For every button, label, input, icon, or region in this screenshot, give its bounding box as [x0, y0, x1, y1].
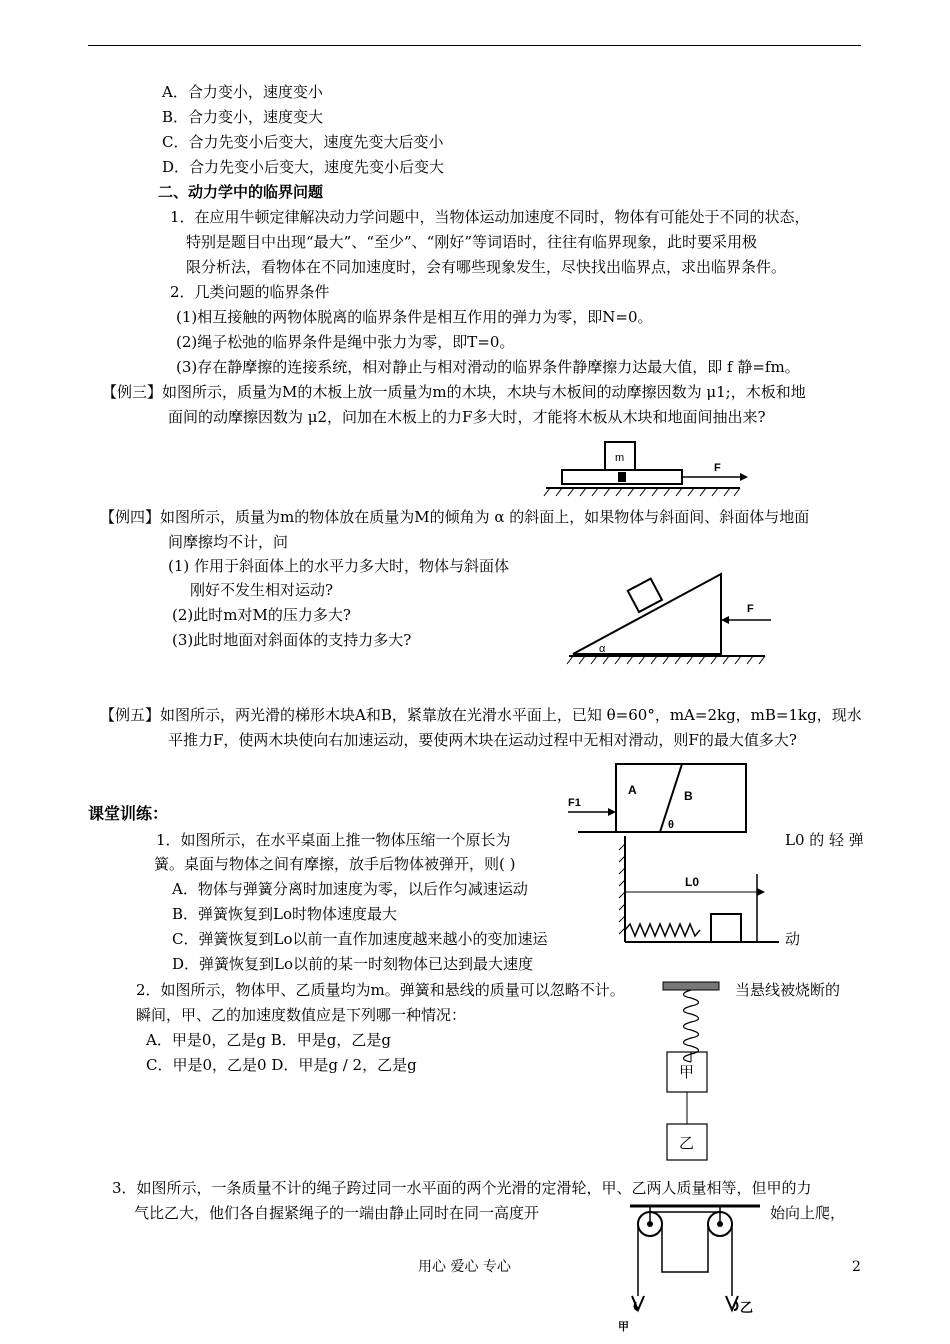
example-3-figure	[540, 438, 780, 498]
example-4-line-2: 间摩擦均不计，问	[168, 533, 289, 551]
label-yi: 乙	[740, 1301, 754, 1316]
condition-1: (1)相互接触的两物体脱离的临界条件是相互作用的弹力为零，即N=0。	[176, 308, 653, 326]
section-heading: 二、动力学中的临界问题	[158, 183, 324, 201]
label-theta: θ	[668, 819, 674, 831]
training-1-line-2: 簧。桌面与物体之间有摩擦，放手后物体被弹开，则( )	[154, 855, 516, 873]
prev-option-a: A．合力变小，速度变小	[162, 83, 323, 101]
training-3-line-2a: 气比乙大，他们各自握紧绳子的一端由静止同时在同一高度开	[134, 1204, 540, 1222]
para-1-line-3: 限分析法，看物体在不同加速度时，会有哪些现象发生，尽快找出临界点，求出临界条件。	[186, 258, 787, 276]
training-1-line-1a: 1．如图所示，在水平桌面上推一物体压缩一个原长为	[156, 831, 511, 849]
label-L0: L0	[685, 875, 700, 889]
training-3-line-2b: 始向上爬，	[770, 1204, 846, 1222]
label-jia: 甲	[618, 1320, 629, 1333]
training-1-option-d: D．弹簧恢复到Lo以前的某一时刻物体已达到最大速度	[172, 955, 534, 973]
example-3-line-1: 【例三】如图所示，质量为M的木板上放一质量为m的木块，木块与木板间的动摩擦因数为 μ1;，木板和地	[102, 383, 806, 401]
prev-option-c: C．合力先变小后变大，速度先变大后变小	[162, 133, 444, 151]
label-B: B	[684, 789, 693, 803]
label-jia: 甲	[679, 1063, 695, 1081]
force-arrowhead	[608, 808, 616, 816]
prev-option-b: B．合力变小，速度变大	[162, 108, 324, 126]
ceiling	[663, 982, 719, 990]
force-arrowhead	[721, 616, 729, 624]
example-5-line-2: 平推力F，使两木块使向右加速运动，要使两木块在运动过程中无相对滑动，则F的最大值多大?	[168, 731, 797, 749]
label-F: F	[714, 462, 721, 474]
para-1-line-2: 特别是题目中出现“最大”、“至少”、“刚好”等词语时，往往有临界现象，此时要采用极	[186, 233, 758, 251]
header-rule	[88, 45, 861, 46]
example-3-line-2: 面间的动摩擦因数为 μ2，问加在木板上的力F多大时，才能将木板从木块和地面间抽出来?	[168, 408, 766, 426]
label-A: A	[628, 783, 637, 797]
label-yi: 乙	[679, 1134, 695, 1152]
training-3-line-1: 3．如图所示，一条质量不计的绳子跨过同一水平面的两个光滑的定滑轮，甲、乙两人质量相等，但甲的力	[112, 1179, 812, 1197]
page-number: 2	[852, 1259, 861, 1275]
spring	[625, 924, 700, 936]
person-yi	[726, 1296, 738, 1310]
para-1-line-1: 1．在应用牛顿定律解决动力学问题中，当物体运动加速度不同时，物体有可能处于不同的状态，	[170, 208, 810, 226]
example-4-q1a: (1) 作用于斜面体上的水平力多大时，物体与斜面体	[168, 557, 510, 575]
block-on-incline	[628, 579, 662, 612]
example-4-q3: (3)此时地面对斜面体的支持力多大?	[172, 631, 412, 649]
training-2-options-cd: C．甲是0，乙是0 D．甲是g / 2，乙是g	[146, 1056, 417, 1074]
training-2-options-ab: A．甲是0，乙是g B．甲是g，乙是g	[146, 1031, 391, 1049]
length-arrowhead	[757, 888, 765, 896]
condition-3: (3)存在静摩擦的连接系统，相对静止与相对滑动的临界条件静摩擦力达最大值，即 f 静=fm。	[176, 358, 800, 376]
prev-option-d: D．合力先变小后变大，速度先变小后变大	[162, 158, 445, 176]
force-arrowhead	[740, 473, 748, 481]
ground-hatch	[567, 656, 765, 664]
training-1-option-b: B．弹簧恢复到Lo时物体速度最大	[172, 905, 398, 923]
board-mark	[618, 472, 626, 482]
training-2-line-2: 瞬间，甲、乙的加速度数值应是下列哪一种情况：	[136, 1006, 467, 1024]
training-1-option-a: A．物体与弹簧分离时加速度为零，以后作匀减速运动	[172, 880, 528, 898]
example-4-q1b: 刚好不发生相对运动?	[190, 581, 334, 599]
training-2-line-1b: 当悬线被烧断的	[735, 981, 841, 999]
ground-hatch	[544, 488, 740, 496]
label-alpha: α	[599, 643, 606, 655]
training-1-figure	[575, 830, 785, 950]
training-2-line-1a: 2．如图所示，物体甲、乙质量均为m。弹簧和悬线的质量可以忽略不计。	[136, 981, 625, 999]
training-1-option-c: C．弹簧恢复到Lo以前一直作加速度越来越小的变加速运	[172, 930, 548, 948]
training-2-figure	[655, 978, 730, 1166]
condition-2: (2)绳子松弛的临界条件是绳中张力为零，即T=0。	[176, 333, 515, 351]
example-5-figure	[560, 760, 790, 840]
training-3-figure	[610, 1196, 770, 1336]
incline	[573, 574, 721, 654]
example-4-line-1: 【例四】如图所示，质量为m的物体放在质量为M的倾角为 α 的斜面上，如果物体与斜面间、斜面体与地面	[100, 508, 810, 526]
para-2: 2．几类问题的临界条件	[170, 283, 330, 301]
label-m: m	[615, 452, 625, 464]
training-1-option-c-end: 动	[785, 930, 801, 948]
label-F: F	[747, 603, 754, 615]
footer-slogan: 用心 爱心 专心	[418, 1259, 511, 1275]
spring	[684, 990, 699, 1062]
training-1-line-1b: L0 的 轻 弹	[785, 831, 864, 849]
example-4-figure	[565, 566, 795, 666]
object-block	[711, 914, 741, 942]
example-4-q2: (2)此时m对M的压力多大?	[172, 606, 351, 624]
person-jia	[632, 1296, 644, 1310]
example-5-line-1: 【例五】如图所示，两光滑的梯形木块A和B，紧靠放在光滑水平面上，已知 θ=60°，mA=2kg，mB=1kg，现水	[100, 706, 862, 724]
label-F1: F1	[568, 797, 581, 809]
training-heading: 课堂训练：	[88, 804, 169, 823]
blocks-outline	[616, 764, 746, 832]
